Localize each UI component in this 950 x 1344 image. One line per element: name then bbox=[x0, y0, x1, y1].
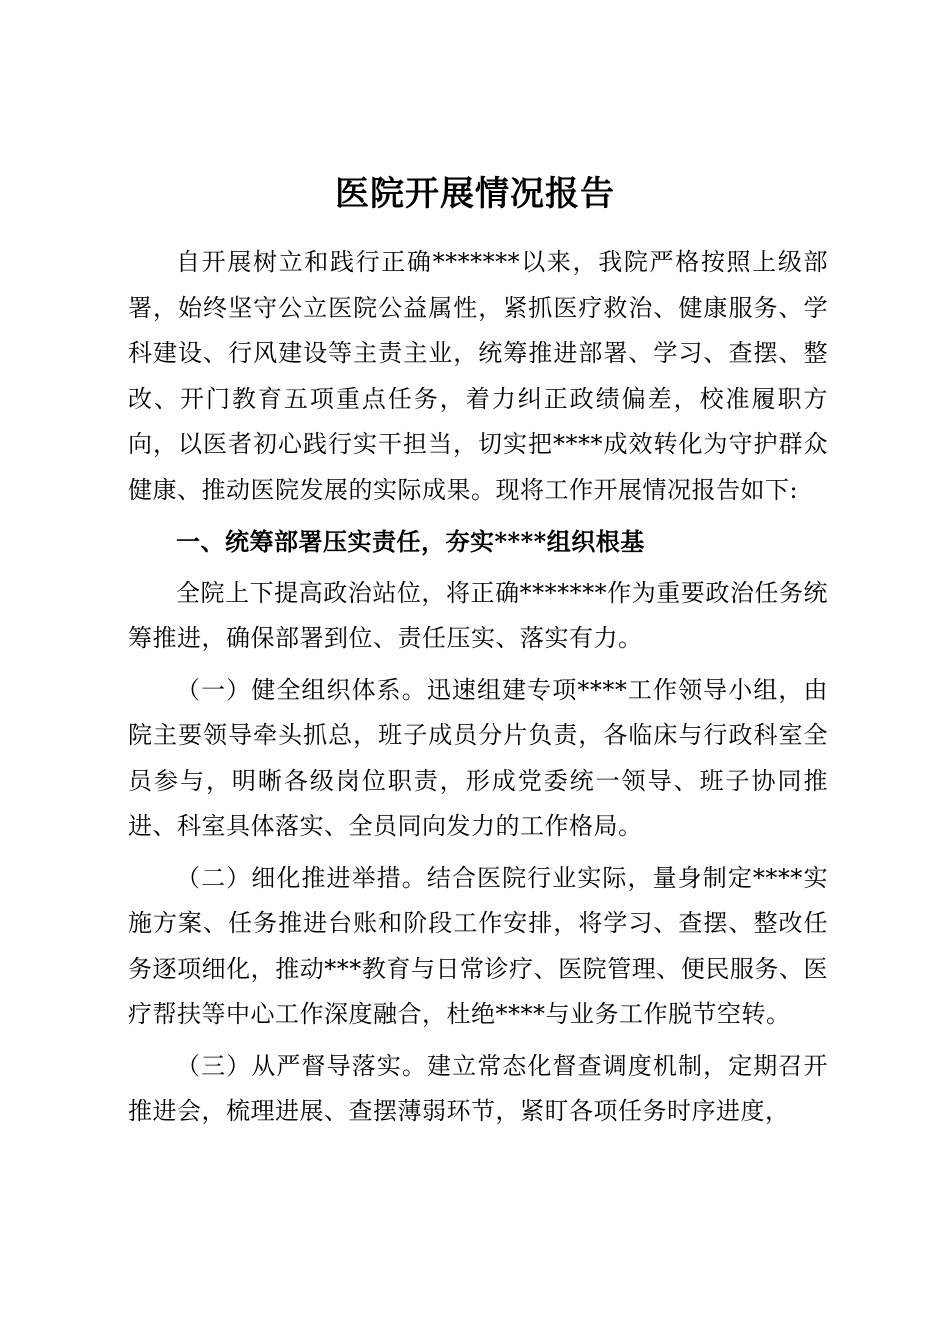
intro-paragraph: 自开展树立和践行正确*******以来，我院严格按照上级部署，始终坚守公立医院公益属性，紧抓医疗救治、健康服务、学科建设、行风建设等主责主业，统筹推进部署、学习、查摆、整改、开门教育五项重点任务，着力纠正政绩偏差，校准履职方向，以医者初心践行实干担当，切实把****成效转化为守护群众健康、推动医院发展的实际成果。现将工作开展情况报告如下: bbox=[128, 248, 828, 504]
item-3-paragraph: （三）从严督导落实。建立常态化督查调度机制，定期召开推进会，梳理进展、查摆薄弱环节，紧盯各项任务时序进度， bbox=[128, 1051, 828, 1125]
document-body bbox=[128, 240, 828, 1135]
item-2-paragraph: （二）细化推进举措。结合医院行业实际，量身制定****实施方案、任务推进台账和阶段工作安排，将学习、查摆、整改任务逐项细化，推动***教育与日常诊疗、医院管理、便民服务、医疗帮扶等中心工作深度融合，杜绝****与业务工作脱节空转。 bbox=[128, 863, 828, 1028]
section-1-intro-paragraph: 全院上下提高政治站位，将正确*******作为重要政治任务统筹推进，确保部署到位、责任压实、落实有力。 bbox=[128, 578, 828, 652]
item-1-paragraph: （一）健全组织体系。迅速组建专项****工作领导小组，由院主要领导牵头抓总，班子成员分片负责，各临床与行政科室全员参与，明晰各级岗位职责，形成党委统一领导、班子协同推进、科室具体落实、全员同向发力的工作格局。 bbox=[128, 675, 828, 840]
section-heading-1: 一、统筹部署压实责任，夯实****组织根基 bbox=[176, 527, 645, 556]
document-title: 医院开展情况报告 bbox=[335, 174, 615, 214]
